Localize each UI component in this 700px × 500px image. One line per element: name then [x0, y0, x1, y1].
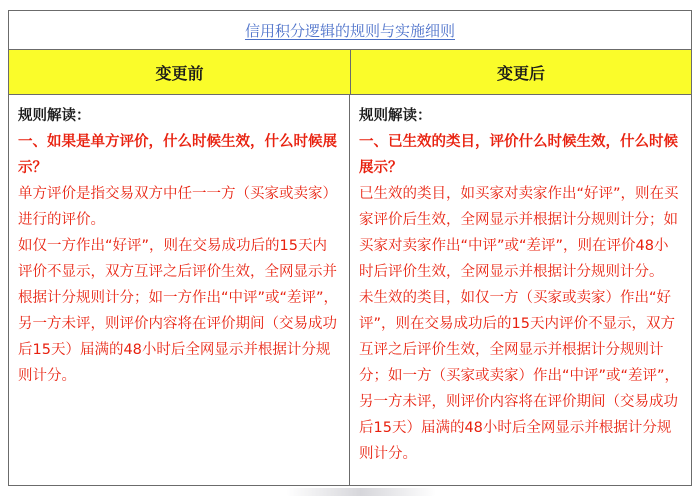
before-cell	[9, 95, 350, 485]
document-title-link[interactable]: 信用积分逻辑的规则与实施细则	[244, 21, 455, 40]
before-label: 规则解读：	[18, 108, 91, 124]
body-row	[9, 95, 691, 485]
after-paragraph: 已生效的类目，如买家对卖家作出“好评”，则在买家评价后生效，全网显示并根据计分规则计分；如买家对卖家作出“中评”或“差评”，则在评价48小时后评价生效，全网显示并根据计分规则计分。	[359, 186, 679, 280]
rules-comparison-table	[8, 10, 692, 486]
header-row	[9, 50, 691, 95]
header-after: 变更后	[496, 63, 545, 83]
after-label: 规则解读：	[359, 108, 432, 124]
before-question: 一、如果是单方评价，什么时候生效，什么时候展示？	[18, 134, 337, 176]
after-paragraph: 未生效的类目，如仅一方（买家或卖家）作出“好评”，则在交易成功后的15天内评价不显示，双方互评之后评价生效，全网显示并根据计分规则计分；如一方（买家或卖家）作出“中评”或“差评”，另一方未评，则评价内容将在评价期间（交易成功后15天）届满的48小时后全网显示并根据计分规则计分。	[359, 290, 680, 462]
after-question: 一、已生效的类目，评价什么时候生效，什么时候展示？	[359, 134, 678, 176]
before-paragraph: 单方评价是指交易双方中任一一方（买家或卖家）进行的评价。	[18, 186, 337, 228]
header-before: 变更前	[9, 50, 351, 94]
title-row	[9, 11, 691, 50]
before-paragraph: 如仅一方作出“好评”，则在交易成功后的15天内评价不显示，双方互评之后评价生效，全网显示并根据计分规则计分；如一方作出“中评”或“差评”，另一方未评，则评价内容将在评价期间（交易成功后15天）届满的48小时后全网显示并根据计分规则计分。	[18, 238, 339, 384]
watermark-smudge	[286, 488, 436, 496]
after-cell	[350, 95, 690, 485]
